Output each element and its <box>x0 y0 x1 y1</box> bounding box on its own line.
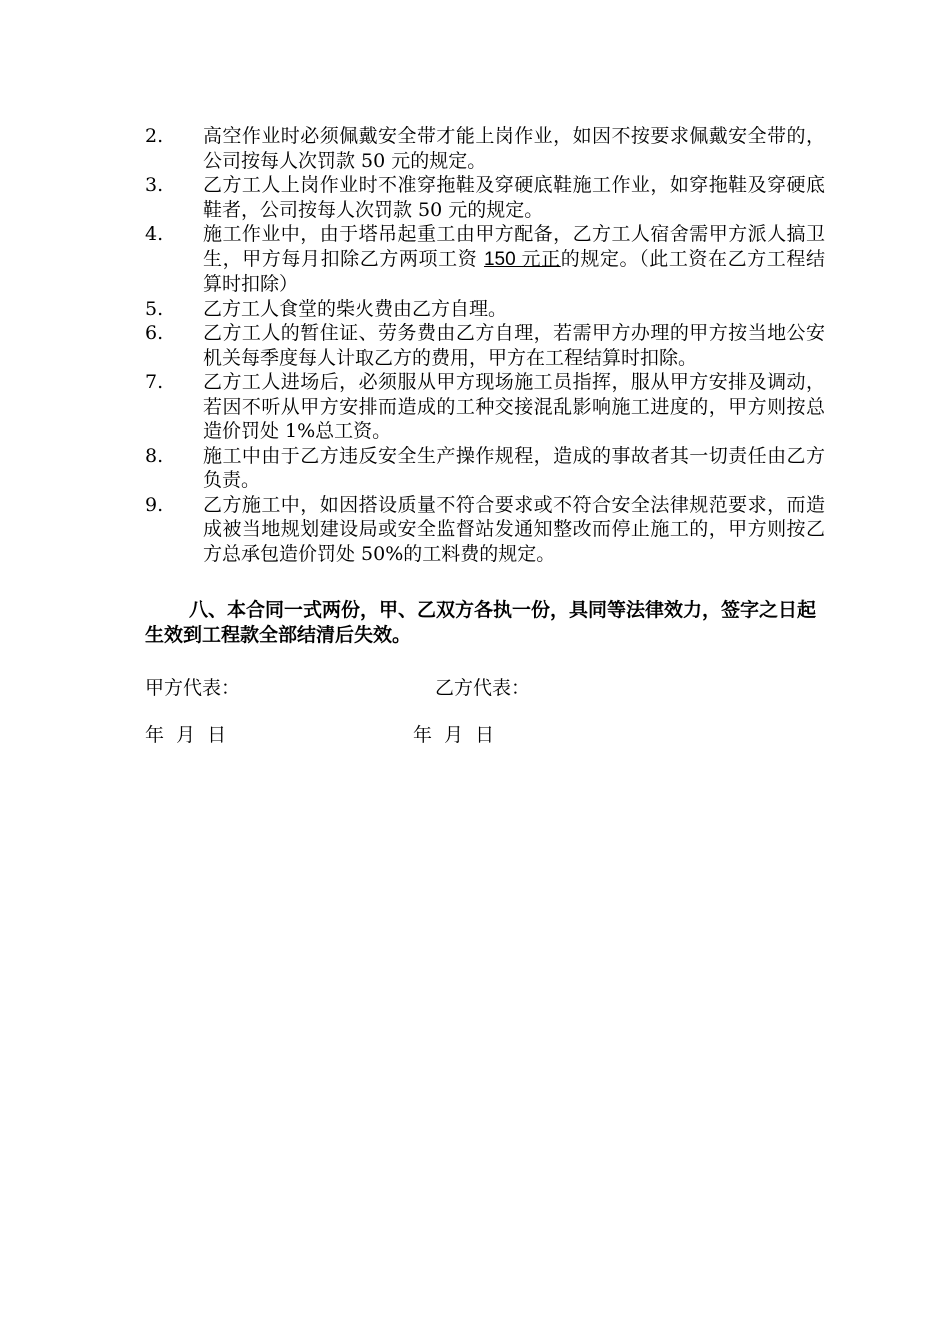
clause-item-7 <box>145 370 825 444</box>
clause-text <box>203 222 825 297</box>
clause-number: 6. <box>145 322 164 344</box>
party-a-date-label: 年 月 日 <box>145 724 227 746</box>
clause-text: 乙方工人上岗作业时不准穿拖鞋及穿硬底鞋施工作业，如穿拖鞋及穿硬底鞋者，公司按每人次罚款 50 元的规定。 <box>203 174 825 221</box>
clause-number: 2. <box>145 125 164 147</box>
wage-deduction-amount: 150 元正 <box>483 248 561 270</box>
clause-number: 8. <box>145 444 164 467</box>
clause-text-before: 施工作业中，由于塔吊起重工由甲方配备，乙方工人宿舍需甲方派人搞卫生，甲方每月扣除乙方两项工资 <box>203 223 825 270</box>
clause-text: 高空作业时必须佩戴安全带才能上岗作业，如因不按要求佩戴安全带的，公司按每人次罚款 50 元的规定。 <box>203 125 825 172</box>
contract-copies-clause: 八、本合同一式两份，甲、乙双方各执一份，具同等法律效力，签字之日起生效到工程款全部结清后失效。 <box>145 599 817 646</box>
clause-item-3 <box>145 173 825 222</box>
party-a-representative-label: 甲方代表： <box>145 677 241 699</box>
clause-item-9 <box>145 493 825 567</box>
clause-text: 乙方工人进场后，必须服从甲方现场施工员指挥，服从甲方安排及调动，若因不听从甲方安排而造成的工种交接混乱影响施工进度的，甲方则按总造价罚处 1%总工资。 <box>203 371 825 442</box>
penalty-clause-list <box>145 124 825 566</box>
clause-text: 乙方施工中，如因搭设质量不符合要求或不符合安全法律规范要求，而造成被当地规划建设局或安全监督站发通知整改而停止施工的，甲方则按乙方总承包造价罚处 50%的工料费的规定。 <box>203 493 825 565</box>
clause-item-5 <box>145 297 825 322</box>
clause-item-8 <box>145 444 825 493</box>
clause-text: 乙方工人的暂住证、劳务费由乙方自理，若需甲方办理的甲方按当地公安机关每季度每人计取乙方的费用，甲方在工程结算时扣除。 <box>203 322 825 369</box>
clause-number: 7. <box>145 371 164 393</box>
clause-text-after: 的规定。（此工资在乙方工程结算时扣除） <box>203 247 825 295</box>
clause-text: 乙方工人食堂的柴火费由乙方自理。 <box>203 297 508 320</box>
clause-number: 5. <box>145 297 164 320</box>
clause-number: 9. <box>145 493 164 516</box>
clause-number: 3. <box>145 174 164 196</box>
clause-item-4 <box>145 222 825 297</box>
party-b-date-label: 年 月 日 <box>413 724 495 746</box>
clause-text: 施工中由于乙方违反安全生产操作规程，造成的事故者其一切责任由乙方负责。 <box>203 444 825 491</box>
clause-number: 4. <box>145 223 164 245</box>
clause-item-2 <box>145 124 825 173</box>
clause-item-6 <box>145 321 825 370</box>
party-b-representative-label: 乙方代表： <box>435 677 531 699</box>
